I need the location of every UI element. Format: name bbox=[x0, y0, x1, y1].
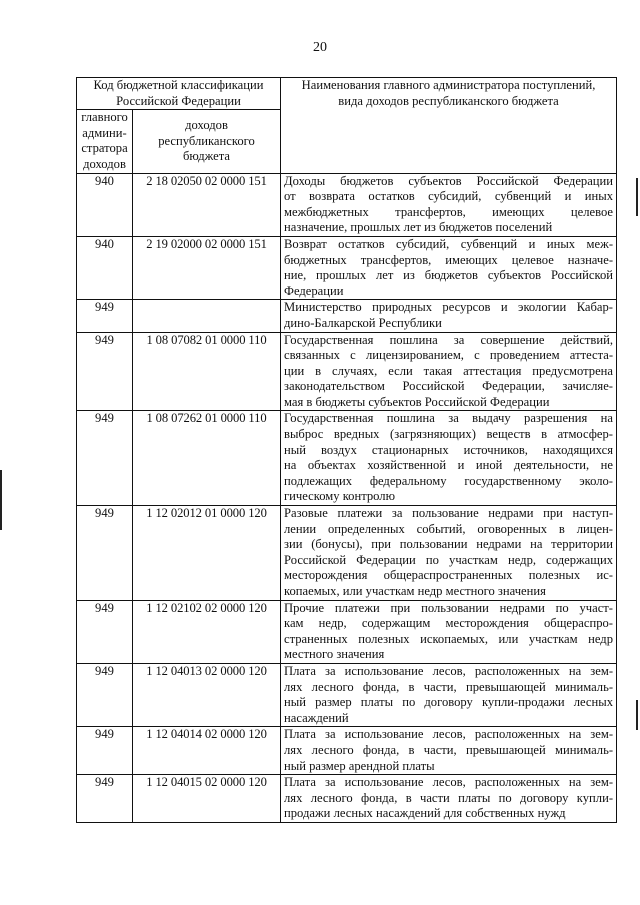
income-code-cell: 2 18 02050 02 0000 151 bbox=[133, 173, 281, 236]
income-name-cell bbox=[281, 173, 617, 236]
name-line: Государственная пошлина за выдачу разрешения на bbox=[284, 411, 614, 426]
table-row bbox=[77, 236, 617, 299]
header-line: стратора bbox=[81, 141, 128, 156]
header-line: республиканского bbox=[158, 133, 255, 148]
admin-code-cell: 949 bbox=[77, 300, 133, 332]
name-line: насаждений bbox=[284, 710, 349, 725]
header-line: Код бюджетной классификации bbox=[93, 78, 264, 92]
admin-code-cell: 949 bbox=[77, 411, 133, 506]
income-code-cell: 1 08 07262 01 0000 110 bbox=[133, 411, 281, 506]
table-header bbox=[77, 78, 617, 174]
name-line: Плата за использование лесов, расположенных на зем- bbox=[284, 775, 614, 790]
income-code-cell: 1 12 04015 02 0000 120 bbox=[133, 775, 281, 823]
income-name-cell bbox=[281, 300, 617, 332]
table-row bbox=[77, 727, 617, 775]
name-line: Федерации bbox=[284, 283, 344, 298]
name-line: от возврата остатков субсидий, субвенций и иных bbox=[284, 189, 614, 204]
income-code-cell: 1 12 02012 01 0000 120 bbox=[133, 506, 281, 601]
admin-code-cell: 949 bbox=[77, 332, 133, 411]
income-name-cell bbox=[281, 663, 617, 726]
income-name-cell bbox=[281, 236, 617, 299]
income-code-cell: 1 12 04013 02 0000 120 bbox=[133, 663, 281, 726]
name-line: законодательством Российской Федерации, зачисляе- bbox=[284, 379, 614, 394]
name-line: кам недр, содержащим месторождения общераспро- bbox=[284, 616, 614, 631]
table-row bbox=[77, 775, 617, 823]
admin-code-cell: 949 bbox=[77, 506, 133, 601]
income-name-cell bbox=[281, 332, 617, 411]
name-line: лях лесного фонда, в части платы по договору купли- bbox=[284, 790, 614, 805]
table-row bbox=[77, 600, 617, 663]
name-line: назначение, прошлых лет из бюджетов поселений bbox=[284, 220, 553, 235]
name-line: лях лесного фонда, в части, превышающей минималь- bbox=[284, 742, 614, 757]
name-line: Возврат остатков субсидий, субвенций и иных меж- bbox=[284, 236, 614, 251]
table-row bbox=[77, 332, 617, 411]
name-line: подлежащих федеральному государственному эколо- bbox=[284, 473, 614, 488]
name-line: лении определенных событий, оговоренных в лицен- bbox=[284, 521, 614, 536]
table-row bbox=[77, 663, 617, 726]
header-line: главного bbox=[81, 110, 128, 125]
name-column-header bbox=[281, 78, 617, 174]
header-line: доходов bbox=[185, 117, 228, 132]
name-line: гическому контролю bbox=[284, 489, 395, 504]
scan-mark bbox=[0, 470, 2, 530]
income-name-cell bbox=[281, 411, 617, 506]
name-line: Разовые платежи за пользование недрами при наступ- bbox=[284, 506, 614, 521]
name-line: страненных полезных ископаемых, или участкам недр bbox=[284, 631, 614, 646]
name-line: бюджетных трансфертов, имеющих целевое назначе- bbox=[284, 252, 614, 267]
admin-code-cell: 949 bbox=[77, 727, 133, 775]
header-line: вида доходов республиканского бюджета bbox=[338, 93, 559, 108]
header-line: бюджета bbox=[183, 149, 230, 164]
table-row bbox=[77, 173, 617, 236]
name-line: Доходы бюджетов субъектов Российской Федерации bbox=[284, 173, 614, 188]
header-line: доходов bbox=[83, 156, 126, 171]
name-line: мая в бюджеты субъектов Российской Федерации bbox=[284, 394, 550, 409]
income-column-header bbox=[133, 110, 281, 173]
admin-column-header bbox=[77, 110, 133, 173]
name-line: лях лесного фонда, в части, превышающей минималь- bbox=[284, 679, 614, 694]
header-line: Российской Федерации bbox=[116, 93, 241, 108]
admin-code-cell: 949 bbox=[77, 775, 133, 823]
name-line: Плата за использование лесов, расположенных на зем- bbox=[284, 663, 614, 678]
name-line: на объектах хозяйственной и иной деятельности, не bbox=[284, 458, 614, 473]
admin-code-cell: 940 bbox=[77, 173, 133, 236]
income-name-cell bbox=[281, 600, 617, 663]
name-line: копаемых, или участкам недр местного значения bbox=[284, 584, 546, 598]
name-line: продажи лесных насаждений для собственных нужд bbox=[284, 806, 566, 821]
name-line: Государственная пошлина за совершение действий, bbox=[284, 332, 614, 347]
table-row bbox=[77, 411, 617, 506]
income-name-cell bbox=[281, 727, 617, 775]
name-line: Плата за использование лесов, расположенных на зем- bbox=[284, 727, 614, 742]
admin-code-cell: 940 bbox=[77, 236, 133, 299]
header-line: Наименования главного администратора поступлений, bbox=[301, 78, 596, 92]
admin-code-cell: 949 bbox=[77, 600, 133, 663]
name-line: связанных с лицензированием, с проведением аттеста- bbox=[284, 348, 614, 363]
page-number: 20 bbox=[313, 40, 327, 55]
name-line: Министерство природных ресурсов и экологии Кабар- bbox=[284, 300, 614, 315]
name-line: ние, прошлых лет из бюджетов субъектов Российской bbox=[284, 268, 614, 283]
scan-mark bbox=[636, 700, 638, 730]
header-line: админи- bbox=[82, 125, 127, 140]
income-name-cell bbox=[281, 775, 617, 823]
income-code-cell: 1 08 07082 01 0000 110 bbox=[133, 332, 281, 411]
table-row bbox=[77, 506, 617, 601]
name-line: ный размер платы по договору купли-продажи лесных bbox=[284, 695, 614, 710]
scan-mark bbox=[636, 178, 638, 216]
table-body bbox=[77, 173, 617, 822]
name-line: Прочие платежи при пользовании недрами по участ- bbox=[284, 600, 614, 615]
income-name-cell bbox=[281, 506, 617, 601]
budget-code-group-header bbox=[77, 78, 281, 110]
name-line: ции в случаях, если такая аттестация предусмотрена bbox=[284, 363, 614, 378]
income-code-cell: 1 12 02102 02 0000 120 bbox=[133, 600, 281, 663]
name-line: дино-Балкарской Республики bbox=[284, 315, 442, 330]
name-line: местного значения bbox=[284, 647, 385, 662]
name-line: выброс вредных (загрязняющих) веществ в атмосфер- bbox=[284, 427, 614, 442]
name-line: межбюджетных трансфертов, имеющих целевое bbox=[284, 204, 614, 219]
admin-code-cell: 949 bbox=[77, 663, 133, 726]
name-line: месторождения общераспространенных полезных ис- bbox=[284, 568, 614, 583]
name-line: ный воздух стационарных источников, находящихся bbox=[284, 442, 614, 457]
budget-classification-table bbox=[76, 77, 617, 823]
income-code-cell bbox=[133, 300, 281, 332]
name-line: зии (бонусы), при пользовании недрами на территории bbox=[284, 537, 614, 552]
income-code-cell: 2 19 02000 02 0000 151 bbox=[133, 236, 281, 299]
name-line: ный размер арендной платы bbox=[284, 758, 435, 773]
name-line: Российской Федерации по участкам недр, содержащих bbox=[284, 552, 614, 567]
income-code-cell: 1 12 04014 02 0000 120 bbox=[133, 727, 281, 775]
table-row bbox=[77, 300, 617, 332]
